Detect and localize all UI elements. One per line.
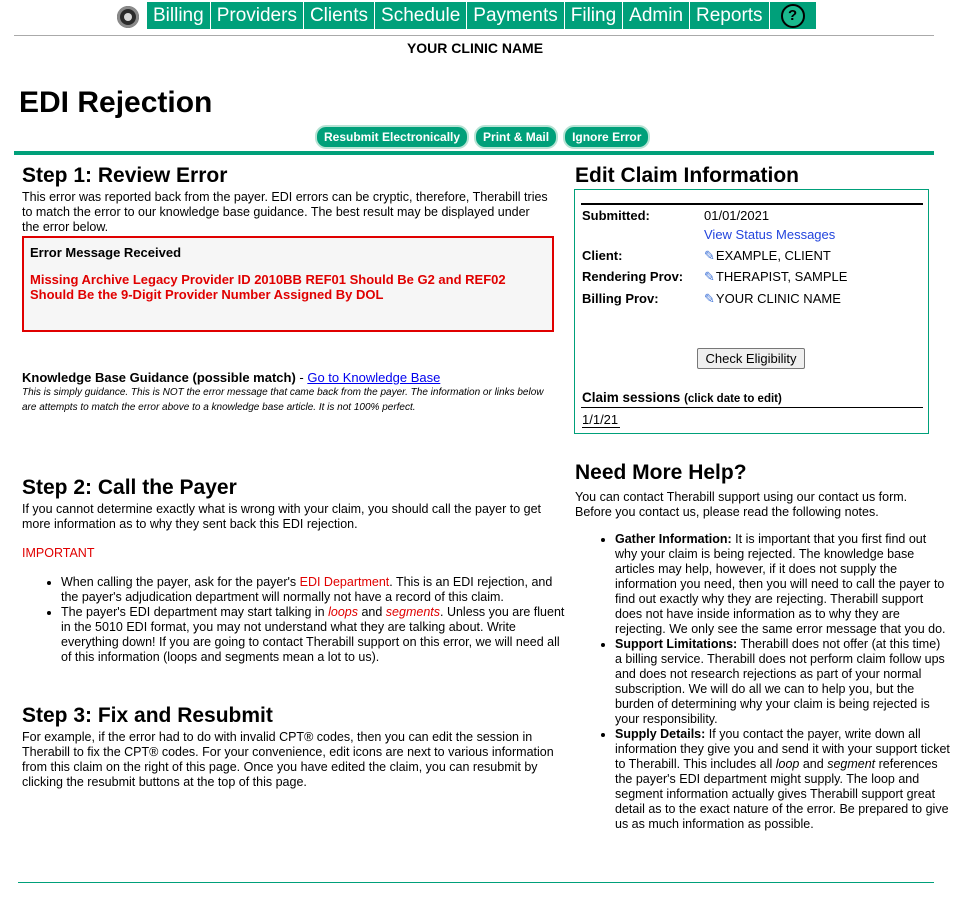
step3-text: For example, if the error had to do with invalid CPT® codes, then you can edit the session in Therabill to fix the CPT® codes. For your convenience, edit icons are next to various information from this claim on the right of this page. Once you have edited the claim, you can resubmit by clicking the resubmit buttons at the top of this page. [22,730,554,789]
nav-payments[interactable]: Payments [467,2,564,29]
list-item: • The payer's EDI department may start talking in loops and segments. Unless you are fluent in the 5010 EDI format, you may not understand what they are talking about. Write everything down! If you are going to contact Therabill support on this error, we will need all of this information (loops and segments mean a lot to us). [61,605,571,665]
print-mail-button[interactable]: Print & Mail [474,125,558,149]
sessions-heading [582,390,782,405]
important-label: IMPORTANT [22,546,95,560]
client-label: Client: [582,248,623,263]
client-value: EXAMPLE, CLIENT [715,248,831,263]
submitted-value: 01/01/2021 [704,208,770,223]
main-nav [147,2,817,29]
help-button[interactable] [770,2,817,29]
error-box [22,236,554,332]
edit-pencil-icon[interactable]: ✎ [704,269,715,284]
ignore-error-button[interactable]: Ignore Error [563,125,650,149]
nav-billing[interactable]: Billing [147,2,211,29]
billing-row [704,291,841,307]
resubmit-electronically-button[interactable]: Resubmit Electronically [315,125,469,149]
claim-divider [581,203,923,205]
rendering-row [704,269,847,285]
error-message: Missing Archive Legacy Provider ID 2010BB REF01 Should Be G2 and REF02 Should Be the 9-Digit Provider Number Assigned By DOL [30,272,506,302]
nav-schedule[interactable]: Schedule [375,2,467,29]
step1-text: This error was reported back from the payer. EDI errors can be cryptic, therefore, Therabill tries to match the error to our knowledge base guidance. The best result may be displayed under the error below. [22,190,548,234]
help-icon: ? [781,4,805,28]
billing-label: Billing Prov: [582,291,659,306]
session-date-link[interactable]: 1/1/21 [582,412,619,427]
clinic-name: YOUR CLINIC NAME [406,40,544,56]
list-item: • When calling the payer, ask for the payer's EDI Department. This is an EDI rejection, and the payer's adjudication department will normally not have a record of this claim. [61,575,571,605]
error-heading: Error Message Received [30,245,182,260]
kb-link[interactable]: Go to Knowledge Base [307,370,441,385]
edit-pencil-icon[interactable]: ✎ [704,248,715,263]
sessions-divider [581,407,923,408]
header-divider [14,35,934,36]
page-title: EDI Rejection [19,86,213,119]
client-row [704,248,831,264]
claim-title: Edit Claim Information [575,164,800,187]
rendering-label: Rendering Prov: [582,269,684,284]
kb-line [22,370,552,385]
nav-reports[interactable]: Reports [690,2,770,29]
check-eligibility-button[interactable]: Check Eligibility [697,348,805,369]
nav-filing[interactable]: Filing [565,2,623,29]
help-intro: You can contact Therabill support using our contact us form. Before you contact us, please read the following notes. [575,490,908,519]
kb-note: This is simply guidance. This is NOT the error message that came back from the payer. The information or links below are attempts to match the error above to a knowledge base article. It is not 100% perfect. [22,387,544,413]
step2-text: If you cannot determine exactly what is wrong with your claim, you should call the payer to get more information as to why they sent back this EDI rejection. [22,502,542,531]
view-status-link[interactable]: View Status Messages [704,227,836,242]
nav-admin[interactable]: Admin [623,2,690,29]
action-buttons [315,125,650,149]
step2-title: Step 2: Call the Payer [22,476,237,499]
nav-clients[interactable]: Clients [304,2,375,29]
kb-separator: - [295,370,308,385]
kb-label: Knowledge Base Guidance (possible match) [22,370,296,385]
help-title: Need More Help? [575,461,747,484]
step3-title: Step 3: Fix and Resubmit [22,704,273,727]
step1-title: Step 1: Review Error [22,164,228,187]
footer-divider [18,882,934,883]
nav-providers[interactable]: Providers [211,2,304,29]
section-divider [14,151,934,155]
sessions-label: Claim sessions [582,390,681,405]
submitted-label: Submitted: [582,208,650,223]
logo-icon[interactable] [117,6,139,28]
billing-value: YOUR CLINIC NAME [715,291,841,306]
payer-call-list [43,575,571,665]
edit-pencil-icon[interactable]: ✎ [704,291,715,306]
list-item: • Support Limitations: Therabill does not offer (at this time) a billing service. Therabill does not perform claim follow ups and does not research rejections as part of your normal subscription. We will do all we can to help you, but the burden of determining why your claim is being rejected is your responsibility. [615,637,950,727]
help-list [597,532,950,832]
rendering-value: THERAPIST, SAMPLE [715,269,848,284]
list-item: • Gather Information: It is important that you first find out why your claim is being rejected. The knowledge base articles may help, however, if it does not supply the information you need, then you will need to call the payer to find out exactly why they are rejecting. Therabill support does not have inside information as to why they are rejecting. We only see the same error message that you do. [615,532,950,637]
list-item: • Supply Details: If you contact the payer, write down all information they give you and send it with your support ticket to Therabill. This includes all loop and segment references the payer's EDI department might supply. The loop and segment information actually gives Therabill support great detail as to the exact nature of the error. Be prepared to give us as much information as possible. [615,727,950,832]
sessions-hint: (click date to edit) [684,393,782,405]
